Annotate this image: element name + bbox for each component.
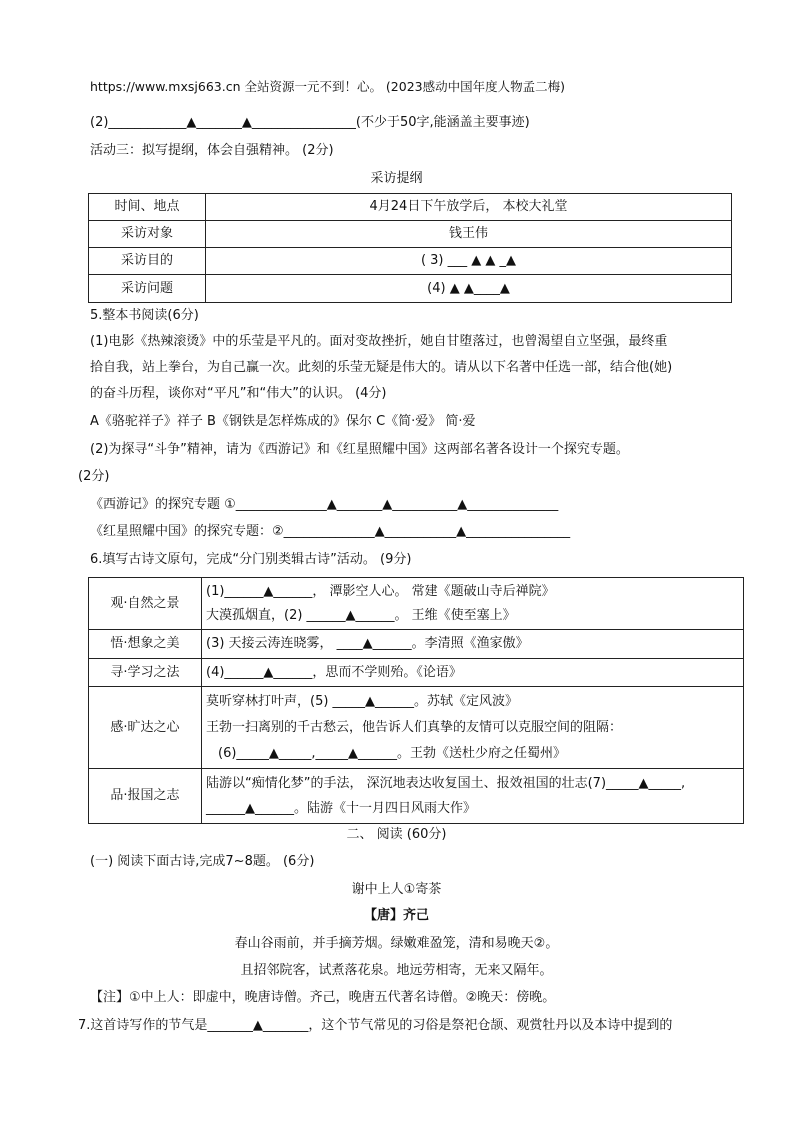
section2-title: 二、 阅读 (60分) [346, 827, 447, 842]
poem-note: 【注】①中上人：即虚中，晚唐诗僧。齐己，晚唐五代著名诗僧。②晚天：傍晚。 [90, 990, 556, 1005]
poem-author: 【唐】齐己 [363, 908, 429, 923]
poetry-cell-study [202, 659, 744, 687]
poetry-cell-openness [202, 687, 744, 769]
q5-p1-line3: 的奋斗历程，谈你对“平凡”和“伟大”的认识。 (4分) [90, 386, 387, 401]
q5-title: 5.整本书阅读(6分) [90, 308, 199, 323]
poetry-line: (4)______▲______，思而不学则殆。《论语》 [206, 664, 462, 680]
poetry-line: (1)______▲______， 潭影空人心。 常建《题破山寺后禅院》 [206, 583, 555, 599]
poetry-line: ______▲______。陆游《十一月四日风雨大作》 [206, 800, 476, 816]
q5-p1-line1: (1)电影《热辣滚烫》中的乐莹是平凡的。面对变故挫折，她自甘堕落过，也曾渴望自立坚强，最终重 [90, 334, 668, 349]
outline-value-question: (4) ▲ ▲____▲ [206, 275, 732, 303]
poetry-table [88, 577, 744, 824]
poetry-label-nature: 观·自然之景 [89, 578, 202, 630]
q5-p1-line2: 拾自我，站上拳台，为自己赢一次。此刻的乐莹无疑是伟大的。请从以下名著中任选一部，结合他(她) [90, 360, 673, 375]
q5-xiyou-topic: 《西游记》的探究专题 ①______________▲_______▲__________▲______________ [90, 497, 559, 512]
poetry-line: 莫听穿林打叶声，(5) _____▲______。苏轼《定风波》 [206, 693, 519, 709]
outline-label-time: 时间、地点 [89, 194, 206, 221]
q4-2-blank-line: (2)____________▲_______▲________________(不少于50字,能涵盖主要事迹) [90, 115, 530, 130]
poetry-label-patriotism: 品·报国之志 [89, 769, 202, 824]
outline-title: 采访提纲 [370, 171, 423, 186]
outline-label-question: 采访问题 [89, 275, 206, 303]
outline-value-target: 钱王伟 [206, 221, 732, 248]
poetry-line: 大漠孤烟直，(2) ______▲______。 王维《使至塞上》 [206, 607, 516, 623]
activity3-heading: 活动三：拟写提纲，体会自强精神。 (2分) [90, 143, 334, 158]
header-line: https://www.mxsj663.cn 全站资源一元不到！心。 (2023感动中国年度人物孟二梅) [90, 79, 566, 94]
poetry-line: 陆游以“痴情化梦”的手法， 深沉地表达收复国土、报效祖国的壮志(7)_____▲_____, [206, 775, 686, 791]
outline-value-purpose: ( 3) ___ ▲ ▲ _▲ [206, 248, 732, 275]
q5-options: A《骆驼祥子》祥子 B《钢铁是怎样炼成的》保尔 C《简·爱》 简·爱 [90, 414, 476, 429]
poetry-label-study: 寻·学习之法 [89, 659, 202, 687]
q5-p2-line2: (2分) [78, 469, 110, 484]
outline-label-purpose: 采访目的 [89, 248, 206, 275]
poem-title: 谢中上人①寄茶 [351, 882, 442, 897]
outline-label-target: 采访对象 [89, 221, 206, 248]
q5-p2-line1: (2)为探寻“斗争”精神，请为《西游记》和《红星照耀中国》这两部名著各设计一个探究专题。 [90, 442, 629, 457]
poetry-line: (3) 天接云涛连晓雾， ____▲______。李清照《渔家傲》 [206, 636, 529, 651]
poetry-cell-nature [202, 578, 744, 630]
poetry-cell-patriotism [202, 769, 744, 824]
outline-value-time: 4月24日下午放学后， 本校大礼堂 [206, 194, 732, 221]
poem-line1: 春山谷雨前，并手摘芳烟。绿嫩难盈笼，清和易晚天②。 [234, 936, 559, 951]
poem-line2: 且招邻院客，试煮落花泉。地远劳相寄，无来又隔年。 [240, 963, 553, 978]
poetry-line: (6)_____▲_____,_____▲______。王勃《送杜少府之任蜀州》 [218, 745, 567, 761]
section2-intro: (一) 阅读下面古诗,完成7~8题。 (6分) [90, 854, 315, 869]
outline-table [88, 193, 732, 303]
poetry-cell-imagination [202, 630, 744, 659]
poetry-line: 王勃一扫离别的千古愁云，他告诉人们真挚的友情可以克服空间的阻隔： [206, 719, 623, 735]
q6-title: 6.填写古诗文原句，完成“分门别类辑古诗”活动。 (9分) [90, 552, 412, 567]
q5-hongxing-topic: 《红星照耀中国》的探究专题：②______________▲___________▲________________ [90, 524, 571, 539]
poetry-label-openness: 感·旷达之心 [89, 687, 202, 769]
q7-line: 7.这首诗写作的节气是_______▲_______，这个节气常见的习俗是祭祀仓颉、观赏牡丹以及本诗中提到的 [78, 1018, 673, 1033]
poetry-label-imagination: 悟·想象之美 [89, 630, 202, 659]
